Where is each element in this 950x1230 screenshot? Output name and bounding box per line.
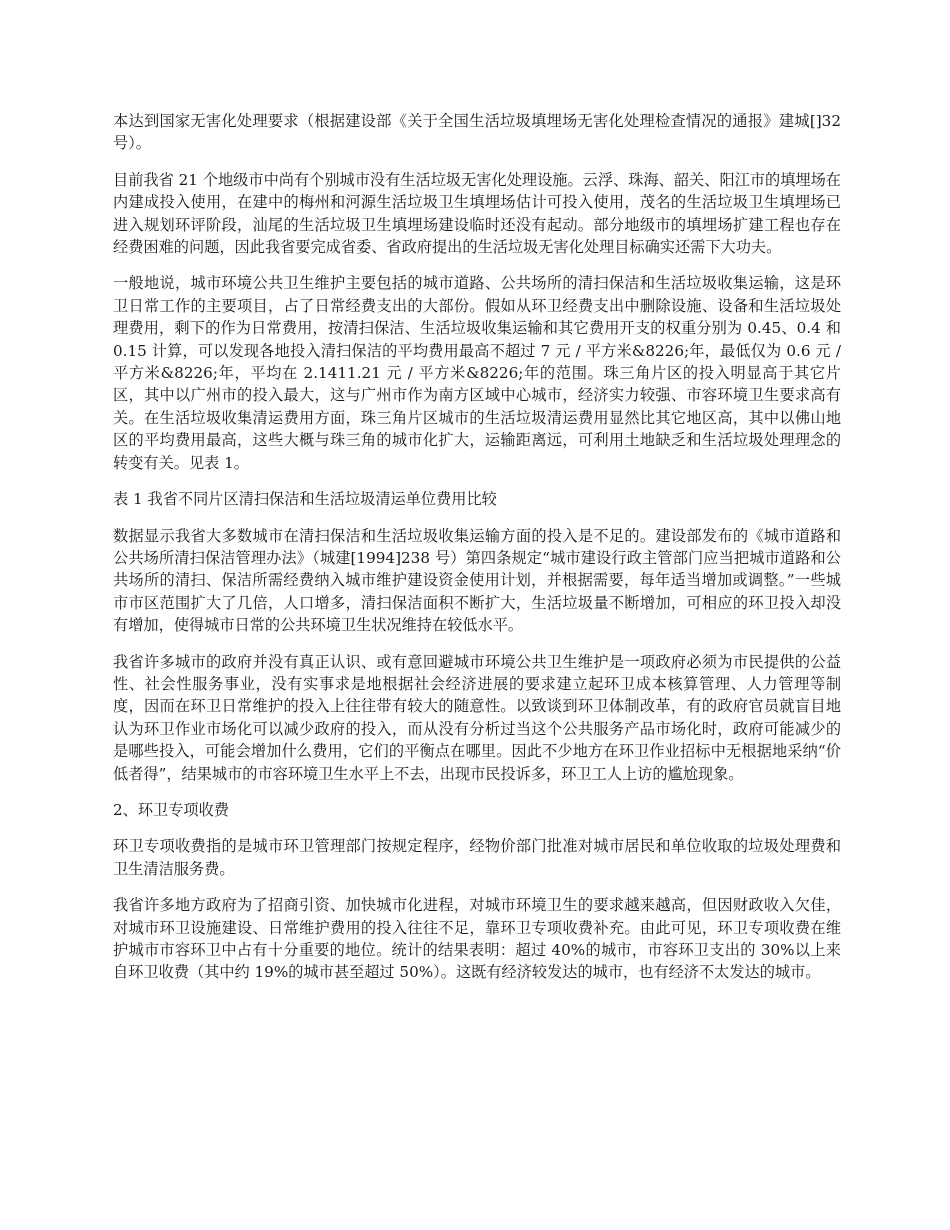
paragraph-government-awareness: 我省许多城市的政府并没有真正认识、或有意回避城市环境公共卫生维护是一项政府必须为市民提供的公益性、社会性服务事业，没有实事求是地根据社会经济进展的要求建立起环卫成本核算管理、人力管理等制度，因而在环卫日常维护的投入上往往带有较大的随意性。以致谈到环卫体制改革，有的政府官员就盲目地认为环卫作业市场化可以减少政府的投入，而从没有分析过当这个公共服务产品市场化时，政府可能减少的是哪些投入，可能会增加什么费用，它们的平衡点在哪里。因此不少地方在环卫作业招标中无根据地采纳“价低者得”，结果城市的市容环境卫生水平上不去，出现市民投诉多，环卫工人上访的尴尬现象。: [113, 652, 841, 783]
paragraph-maintenance-costs: 一般地说，城市环境公共卫生维护主要包括的城市道路、公共场所的清扫保洁和生活垃圾收集运输，这是环卫日常工作的主要项目，占了日常经费支出的大部份。假如从环卫经费支出中删除设施、设备和生活垃圾处理费用，剩下的作为日常费用，按清扫保洁、生活垃圾收集运输和其它费用开支的权重分别为 0.45、0.4 和 0.15 计算，可以发现各地投入清扫保洁的平均费用最高不超过 7 元 / 平方米&8226;年，最低仅为 0.6 元 / 平方米&8226;年，平均在 2.1411.21 元 / 平方米&8226;年的范围。珠三角片区的投入明显高于其它片区，其中以广州市的投入最大，这与广州市作为南方区域中心城市，经济实力较强、市容环境卫生要求高有关。在生活垃圾收集清运费用方面，珠三角片区城市的生活垃圾清运费用显然比其它地区高，其中以佛山地区的平均费用最高，这些大概与珠三角的城市化扩大，运输距离远，可利用土地缺乏和生活垃圾处理理念的转变有关。见表 1。: [113, 274, 841, 472]
document-body: [113, 110, 841, 998]
table-caption: 表 1 我省不同片区清扫保洁和生活垃圾清运单位费用比较: [113, 490, 497, 509]
paragraph-treatment-facilities: 目前我省 21 个地级市中尚有个别城市没有生活垃圾无害化处理设施。云浮、珠海、韶关、阳江市的填埋场在内建成投入使用，在建中的梅州和河源生活垃圾卫生填埋场估计可投入使用，茂名的生活垃圾卫生填埋场已进入规划环评阶段，汕尾的生活垃圾卫生填埋场建设临时还没有起动。部分地级市的填埋场扩建工程也存在经费困难的问题，因此我省要完成省委、省政府提出的生活垃圾无害化处理目标确实还需下大功夫。: [113, 170, 841, 257]
section-heading-special-fees: 2、环卫专项收费: [113, 800, 229, 819]
paragraph-fee-definition: 环卫专项收费指的是城市环卫管理部门按规定程序，经物价部门批准对城市居民和单位收取的垃圾处理费和卫生清洁服务费。: [113, 837, 841, 878]
paragraph-insufficient-investment: 数据显示我省大多数城市在清扫保洁和生活垃圾收集运输方面的投入是不足的。建设部发布的《城市道路和公共场所清扫保洁管理办法》（城建[1994]238 号）第四条规定“城市建设行政主管部门应当把城市道路和公共场所的清扫、保洁所需经费纳入城市维护建设资金使用计划，并根据需要，每年适当增加或调整。”一些城市市区范围扩大了几倍，人口增多，清扫保洁面积不断扩大，生活垃圾量不断增加，可相应的环卫投入却没有增加，使得城市日常的公共环境卫生状况维持在较低水平。: [113, 526, 841, 635]
paragraph-intro-continuation: 本达到国家无害化处理要求（根据建设部《关于全国生活垃圾填埋场无害化处理检查情况的通报》建城[]32 号）。: [113, 112, 841, 153]
paragraph-fee-importance: 我省许多地方政府为了招商引资、加快城市化进程，对城市环境卫生的要求越来越高，但因财政收入欠佳，对城市环卫设施建设、日常维护费用的投入往往不足，靠环卫专项收费补充。由此可见，环卫专项收费在维护城市市容环卫中占有十分重要的地位。统计的结果表明：超过 40%的城市，市容环卫支出的 30%以上来自环卫收费（其中约 19%的城市甚至超过 50%）。这既有经济较发达的城市，也有经济不太发达的城市。: [113, 896, 841, 982]
